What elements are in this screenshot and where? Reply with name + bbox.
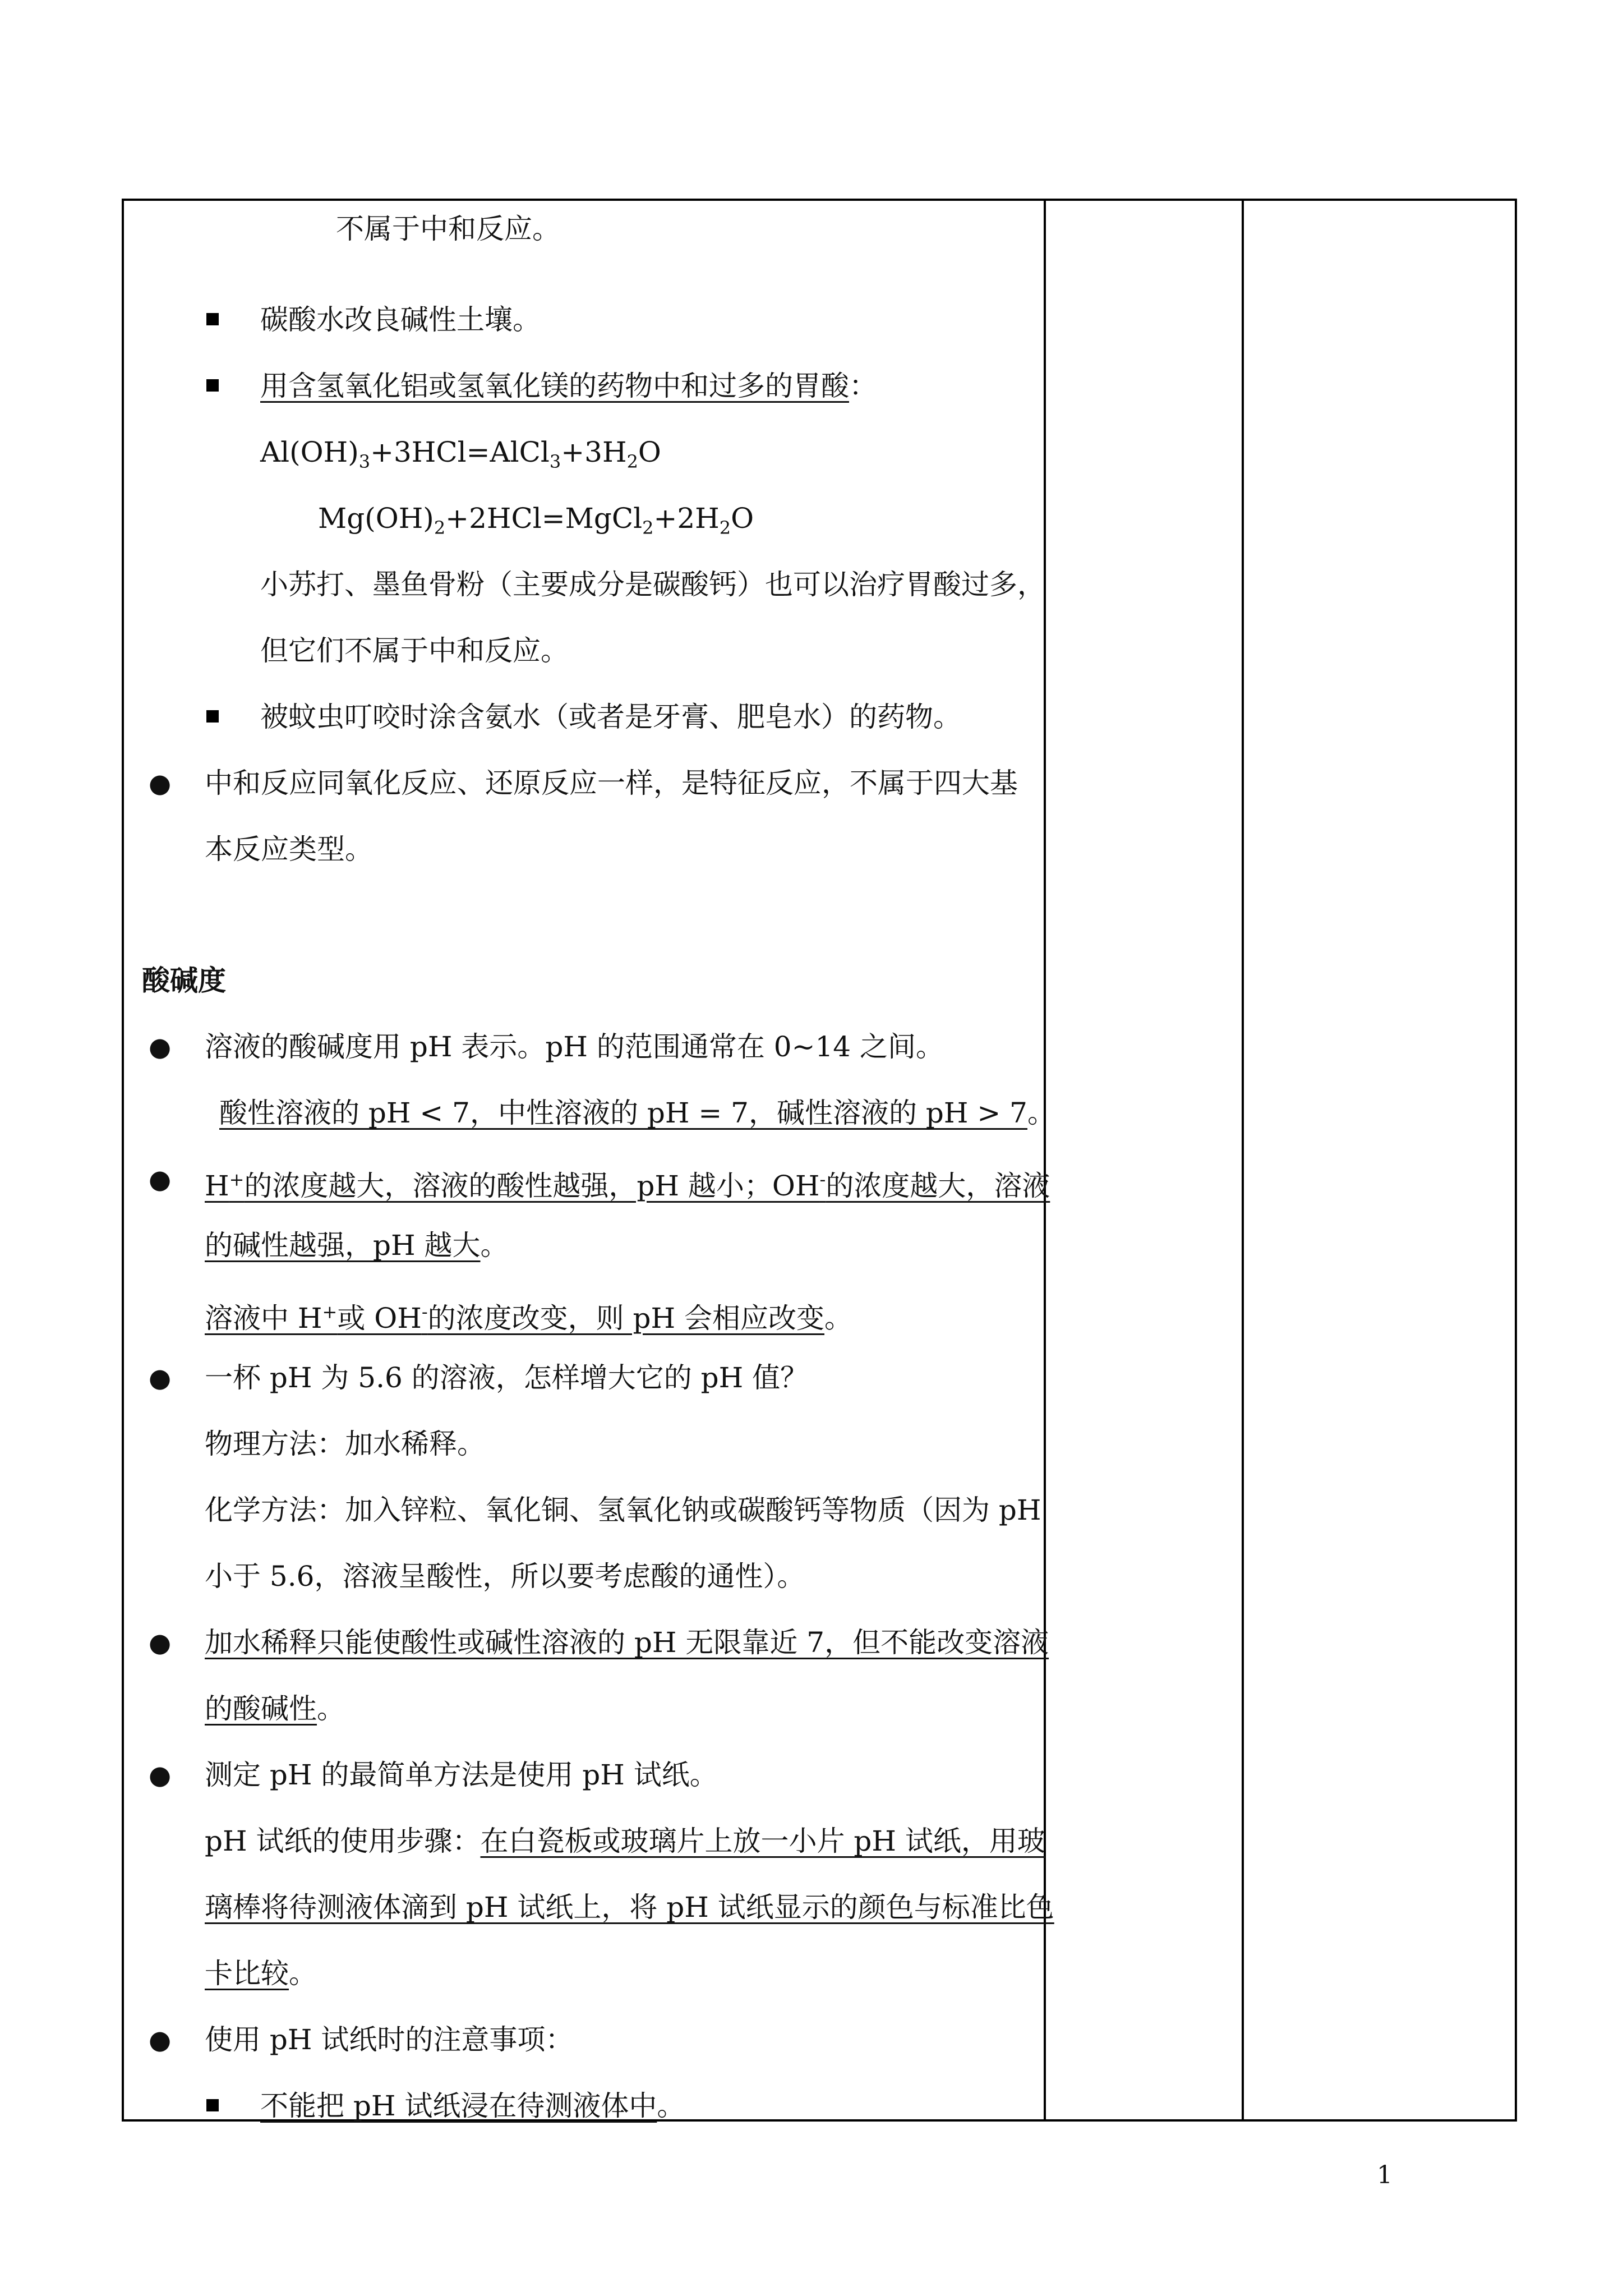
round-bullet-icon: ● xyxy=(149,1164,172,1194)
square-bullet-icon xyxy=(206,313,219,325)
lesson-table xyxy=(122,199,1517,2122)
round-bullet-icon: ● xyxy=(149,1032,172,1062)
text-line: 的酸碱性。 xyxy=(205,1692,345,1725)
text-line: 溶液中 H+或 OH-的浓度改变，则 pH 会相应改变。 xyxy=(205,1301,853,1335)
square-bullet-icon xyxy=(206,710,219,723)
section-heading: 酸碱度 xyxy=(142,964,226,997)
round-bullet-icon: ● xyxy=(149,2024,172,2055)
bullet-item: H+的浓度越大，溶液的酸性越强，pH 越小；OH-的浓度越大，溶液 xyxy=(205,1168,1050,1202)
square-item: 用含氢氧化铝或氢氧化镁的药物中和过多的胃酸： xyxy=(260,370,877,402)
page-number: 1 xyxy=(1377,2161,1393,2189)
bullet-item: 溶液的酸碱度用 pH 表示。pH 的范围通常在 0~14 之间。 xyxy=(205,1030,944,1063)
bullet-item: 加水稀释只能使酸性或碱性溶液的 pH 无限靠近 7，但不能改变溶液 xyxy=(205,1626,1049,1659)
round-bullet-icon: ● xyxy=(149,1627,172,1658)
text-line: 本反应类型。 xyxy=(205,833,373,866)
text-line: 小于 5.6，溶液呈酸性，所以要考虑酸的通性）。 xyxy=(205,1560,805,1593)
bullet-item: 测定 pH 的最简单方法是使用 pH 试纸。 xyxy=(205,1759,718,1791)
round-bullet-icon: ● xyxy=(149,1760,172,1790)
text-line: 卡比较。 xyxy=(205,1957,317,1990)
bullet-item: 使用 pH 试纸时的注意事项： xyxy=(205,2023,574,2056)
text-line: 不属于中和反应。 xyxy=(336,213,560,245)
text-line: 化学方法：加入锌粒、氧化铜、氢氧化钠或碳酸钙等物质（因为 pH xyxy=(205,1494,1041,1526)
text-line: 酸性溶液的 pH < 7，中性溶液的 pH = 7，碱性溶液的 pH > 7。 xyxy=(219,1097,1055,1129)
square-item: 不能把 pH 试纸浸在待测液体中。 xyxy=(260,2090,685,2122)
formula-aluminium-hydroxide: $Al(OH)_3+3HCl=AlCl_3+3H_2O$ xyxy=(260,436,661,472)
square-item: 被蚊虫叮咬时涂含氨水（或者是牙膏、肥皂水）的药物。 xyxy=(260,701,961,733)
column-divider-2 xyxy=(1242,201,1244,2119)
bullet-item: 中和反应同氧化反应、还原反应一样，是特征反应，不属于四大基 xyxy=(205,767,1018,799)
text-line: 璃棒将待测液体滴到 pH 试纸上，将 pH 试纸显示的颜色与标准比色 xyxy=(205,1891,1054,1924)
bullet-item: 一杯 pH 为 5.6 的溶液，怎样增大它的 pH 值？ xyxy=(205,1361,809,1394)
text-line: 的碱性越强，pH 越大。 xyxy=(205,1229,509,1262)
text-line: pH 试纸的使用步骤：在白瓷板或玻璃片上放一小片 pH 试纸，用玻 xyxy=(205,1825,1045,1857)
round-bullet-icon: ● xyxy=(149,1363,172,1393)
text-line: 但它们不属于中和反应。 xyxy=(260,634,569,667)
square-bullet-icon xyxy=(206,2099,219,2111)
text-line: 小苏打、墨鱼骨粉（主要成分是碳酸钙）也可以治疗胃酸过多， xyxy=(260,568,1045,601)
square-bullet-icon xyxy=(206,379,219,392)
formula-magnesium-hydroxide: $Mg(OH)_2+2HCl=MgCl_2+2H_2O$ xyxy=(318,502,754,539)
square-item: 碳酸水改良碱性土壤。 xyxy=(260,303,541,336)
text-line: 物理方法：加水稀释。 xyxy=(205,1428,485,1460)
round-bullet-icon: ● xyxy=(149,768,172,798)
